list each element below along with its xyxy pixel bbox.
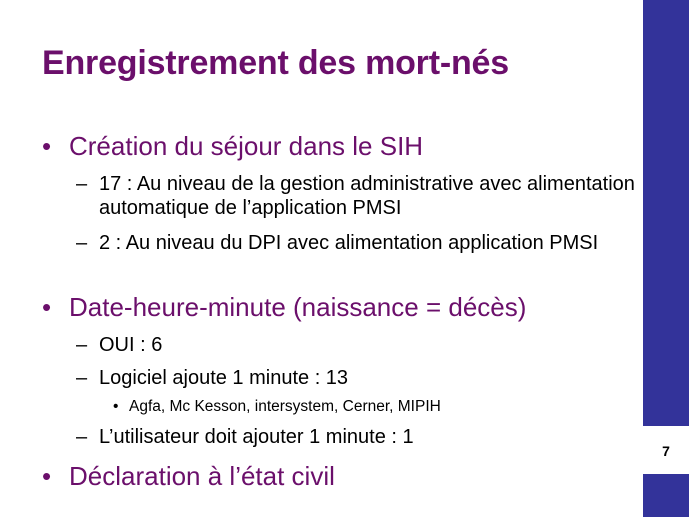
bullet-marker: • [42,131,52,161]
sub-bullet-text: 17 : Au niveau de la gestion administrative avec alimentation automatique de l’application PMSI [99,173,635,219]
sub-bullet-text: OUI : 6 [99,334,163,356]
bullet-text: Date-heure-minute (naissance = décès) [69,292,527,322]
dash-marker: – [76,367,88,389]
dash-marker: – [76,173,88,195]
bullet-text: Déclaration à l’état civil [69,461,335,491]
side-accent-bar-bottom [643,474,689,517]
bullet-marker: • [42,461,52,491]
dash-marker: – [76,334,88,356]
sub-sub-bullet-text: Agfa, Mc Kesson, intersystem, Cerner, MIPIH [129,398,441,415]
side-accent-bar-top [643,0,689,426]
slide-title: Enregistrement des mort-nés [42,44,509,82]
bullet-text: Création du séjour dans le SIH [69,131,424,161]
sub-bullet-text: Logiciel ajoute 1 minute : 13 [99,367,349,389]
dash-marker: – [76,426,88,448]
bullet-marker: • [113,398,119,415]
bullet-marker: • [42,292,52,322]
page-number: 7 [662,443,670,459]
sub-bullet-text: 2 : Au niveau du DPI avec alimentation application PMSI [99,232,599,254]
sub-bullet-text: L’utilisateur doit ajouter 1 minute : 1 [99,426,414,448]
dash-marker: – [76,232,88,254]
